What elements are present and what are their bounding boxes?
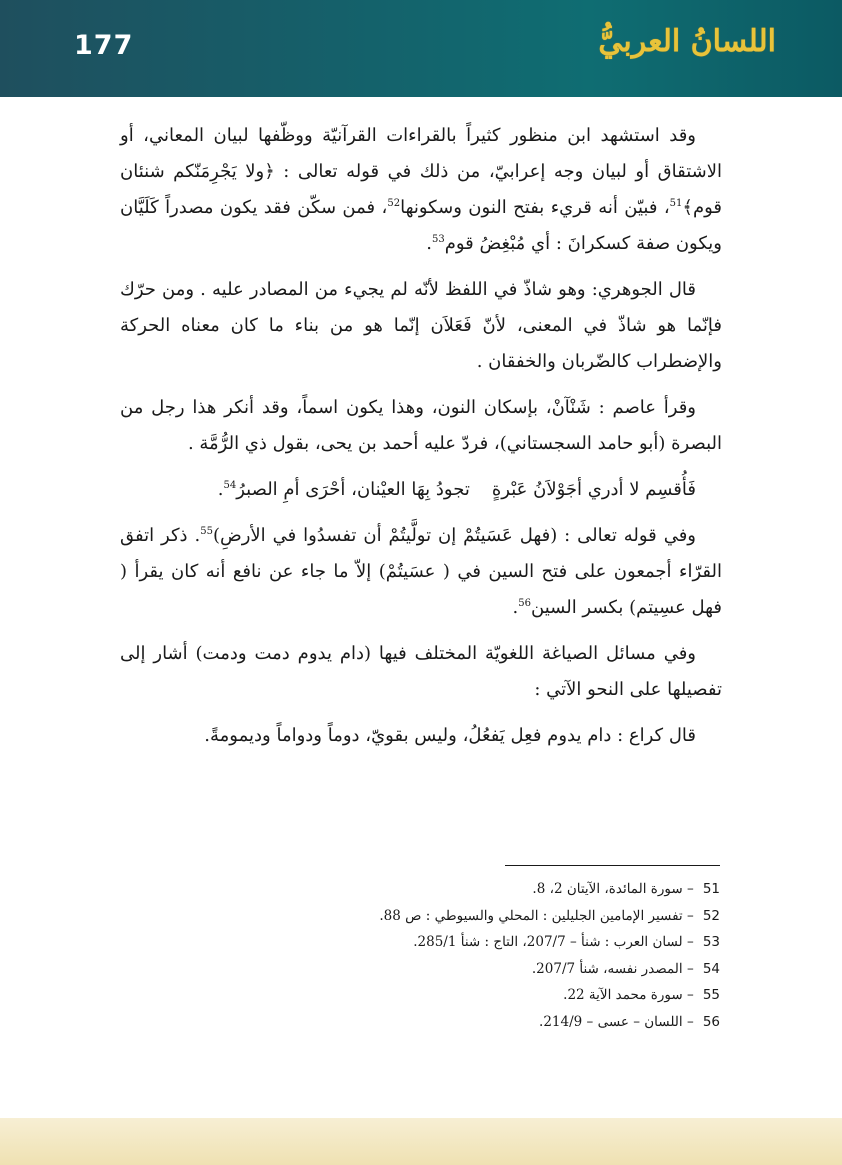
footnote-number: 53 <box>702 934 720 950</box>
paragraph-text: وقرأ عاصم : شَنْآنْ، بإسكان النون، وهذا يكون اسماً، وقد أنكر هذا رجل من البصرة (أبو حامد السجستاني)، فردّ عليه أحمد بن يحى، بقول ذي الرُّمَّة . <box>120 397 722 454</box>
footnote-text: – تفسير الإمامين الجليلين : المحلي والسيوطي : ص 88. <box>379 907 694 924</box>
paragraph-text: وفي مسائل الصياغة اللغويّة المختلف فيها (دام يدوم دمت ودمت) أشار إلى تفصيلها على النحو الآتي : <box>120 643 722 700</box>
page-header <box>0 0 842 97</box>
paragraph <box>120 272 722 380</box>
footnote-number: 54 <box>702 960 720 977</box>
page-number: 177 <box>74 30 134 61</box>
paragraph <box>120 390 722 462</box>
footnote-ref: 51 <box>669 198 683 209</box>
footnote-text: – سورة المائدة، الآيتان 2، 8. <box>532 881 694 897</box>
paragraph-text: قال كراع : دام يدوم فعِل يَفعُلُ، وليس بقويّ، دوماً ودواماً وديمومةً. <box>204 725 696 746</box>
paragraph-text: . ذكر اتفق القرّاء أجمعون على فتح السين في ( عسَيتُمْ) إلاّ ما جاء عن نافع أنه كان يقرأ ( فهل عسِيتم) بكسر السين <box>120 525 722 618</box>
paragraph-text: وقد استشهد ابن منظور كثيراً بالقراءات القرآنيّة ووظّفها لبيان المعاني، أو الاشتقاق أو لبيان وجه إعرابيّ، من ذلك في قوله تعالى : ﴿ولا يَجْرِمَنّكم شنئان قوم﴾ <box>120 125 722 218</box>
footnote-text: – لسان العرب : شنأ – 207/7، التاج : شنأ 285/1. <box>413 934 694 950</box>
footnote <box>120 1009 720 1036</box>
footnote-number: 56 <box>702 1013 720 1030</box>
verse-second-hemistich: تجودُ بِهَا العيْنان، أحْرَى أمِ الصبرُ <box>236 479 470 500</box>
paragraph-text: ، فمن سكّن فقد يكون مصدراً كَلَيَّان ويكون صفة كسكرانَ : أي مُبْغِضُ قوم <box>120 197 722 254</box>
paragraph-text: . <box>217 479 224 500</box>
footnote <box>120 876 720 903</box>
poetry-verse <box>120 472 722 508</box>
paragraph-text: قال الجوهري: وهو شاذّ في اللفظ لأنّه لم يجيء من المصادر عليه . ومن حرّك فإنّما هو شاذّ في المعنى، لأنّ فَعَلاَن إنّما هو من بناء ما كان معناه الحركة والإضطراب كالضّربان والخفقان . <box>120 279 722 372</box>
paragraph-text: وفي قوله تعالى : (فهل عَسَيتُمْ إن تولَّيتُمْ أن تفسدُوا في الأرضِ) <box>212 525 696 546</box>
footnotes <box>120 876 720 1035</box>
paragraph <box>120 718 722 754</box>
verse-first-hemistich: فَأُقسِم لا أدري أجَوْلاَنُ عَبْرةٍ <box>491 479 696 500</box>
paragraph <box>120 518 722 626</box>
footnote-divider <box>505 865 720 866</box>
footnote-text: – المصدر نفسه، شنأ 207/7. <box>531 960 694 977</box>
paragraph <box>120 636 722 708</box>
footnote-ref: 55 <box>200 526 213 537</box>
journal-logo: اللسانُ العربيُّ <box>598 24 776 59</box>
footnote <box>120 929 720 956</box>
footnote-text: – اللسان – عسى – 214/9. <box>539 1013 694 1030</box>
footnote <box>120 903 720 930</box>
footnote-number: 52 <box>702 907 720 924</box>
footnote-ref: 53 <box>432 234 445 245</box>
article-body <box>120 118 722 764</box>
footnote <box>120 982 720 1009</box>
footnote-number: 55 <box>702 987 720 1003</box>
paragraph-text: ، فبيّن أنه قريء بفتح النون وسكونها <box>400 197 670 218</box>
footnote-ref: 54 <box>223 480 237 491</box>
footnote-number: 51 <box>702 881 720 897</box>
paragraph <box>120 118 722 262</box>
footnote-ref: 52 <box>387 198 401 209</box>
page-footer-band <box>0 1118 842 1165</box>
paragraph-text: . <box>426 233 432 254</box>
footnote-text: – سورة محمد الآية 22. <box>563 987 694 1003</box>
footnote <box>120 956 720 983</box>
paragraph-text: . <box>512 597 519 618</box>
footnote-ref: 56 <box>518 598 532 609</box>
